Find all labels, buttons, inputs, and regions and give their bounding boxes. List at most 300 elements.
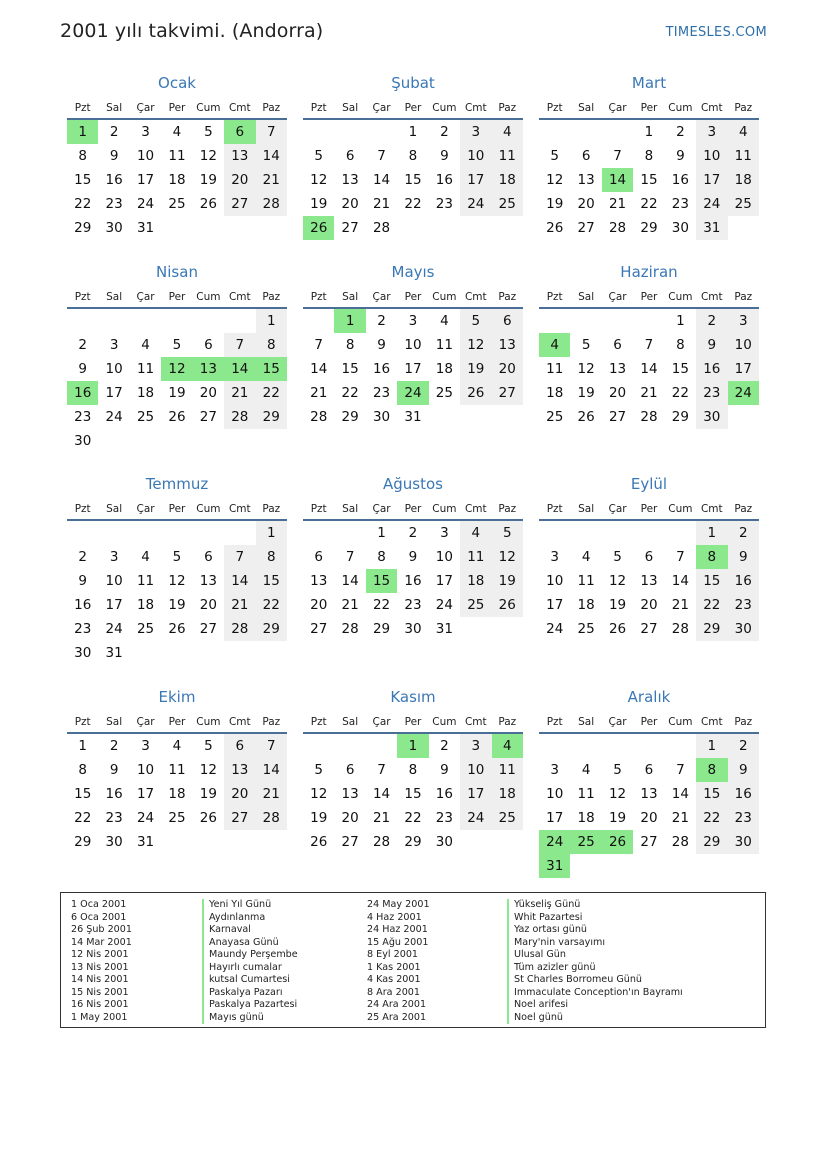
legend-date: 1 May 2001	[71, 1011, 128, 1023]
day-cell: 9	[377, 337, 386, 353]
day-cell: 5	[314, 762, 323, 778]
day-cell: 27	[310, 621, 328, 637]
day-cell: 9	[676, 148, 685, 164]
weekday-label: Paz	[262, 102, 281, 114]
day-cell: 21	[224, 381, 255, 405]
weekday-label: Paz	[734, 503, 753, 515]
empty-cell	[161, 521, 192, 545]
holiday-day-cell: 1	[67, 120, 98, 144]
day-cell: 9	[78, 573, 87, 589]
month-name: Haziran	[620, 263, 678, 281]
day-cell: 23	[404, 597, 422, 613]
legend-holiday-name: kutsal Cumartesi	[209, 974, 290, 985]
day-cell: 12	[546, 172, 564, 188]
legend-date: 13 Nis 2001	[71, 961, 129, 973]
day-cell: 14	[224, 569, 255, 593]
day-cell: 21	[256, 168, 287, 192]
day-cell: 8	[78, 148, 87, 164]
holiday-day-cell: 12	[161, 357, 192, 381]
day-cell: 31	[105, 645, 123, 661]
day-cell: 8	[256, 333, 287, 357]
day-cell: 10	[136, 762, 155, 778]
holiday-day-cell: 8	[696, 758, 727, 782]
day-cell: 6	[644, 762, 654, 778]
day-cell: 3	[109, 337, 119, 353]
weekday-label: Paz	[734, 102, 753, 114]
legend-names-left	[209, 899, 298, 1024]
day-cell: 6	[644, 549, 654, 565]
day-cell: 10	[460, 758, 491, 782]
day-cell: 17	[136, 786, 155, 802]
empty-cell	[334, 521, 365, 545]
empty-cell	[539, 521, 570, 545]
day-cell: 22	[372, 597, 391, 613]
day-cell: 10	[105, 361, 123, 377]
weekday-label: Per	[168, 503, 186, 515]
day-cell: 22	[74, 810, 92, 826]
day-cell: 10	[136, 148, 155, 164]
weekday-label: Per	[640, 716, 658, 728]
day-cell: 1	[256, 521, 287, 545]
weekday-label: Çar	[372, 291, 391, 303]
day-cell: 16	[671, 172, 689, 188]
weekday-label: Sal	[342, 503, 359, 515]
day-cell: 2	[676, 124, 685, 140]
day-cell: 22	[696, 593, 727, 617]
day-cell: 28	[310, 409, 328, 425]
day-cell: 25	[577, 621, 595, 637]
month-6	[539, 261, 759, 429]
day-cell: 7	[676, 762, 685, 778]
day-cell: 26	[168, 621, 186, 637]
weekday-label: Cum	[196, 716, 221, 728]
day-cell: 13	[310, 573, 328, 589]
weekday-label: Pzt	[310, 291, 327, 303]
day-cell: 25	[546, 409, 564, 425]
weekday-label: Çar	[136, 291, 155, 303]
month-7	[67, 473, 287, 665]
day-cell: 18	[492, 782, 523, 806]
day-cell: 26	[492, 593, 523, 617]
day-cell: 17	[460, 782, 491, 806]
day-cell: 2	[109, 124, 119, 140]
day-cell: 20	[341, 196, 359, 212]
day-cell: 31	[136, 834, 155, 850]
weekday-label: Cmt	[228, 503, 251, 515]
day-cell: 14	[640, 361, 658, 377]
day-cell: 23	[74, 409, 92, 425]
day-cell: 23	[435, 810, 453, 826]
empty-cell	[570, 521, 601, 545]
weekday-label: Paz	[498, 291, 517, 303]
day-cell: 26	[199, 810, 217, 826]
day-cell: 28	[671, 834, 689, 850]
month-name: Mayıs	[391, 263, 435, 281]
weekday-label: Sal	[106, 716, 123, 728]
day-cell: 11	[492, 758, 523, 782]
day-cell: 23	[696, 381, 727, 405]
day-cell: 2	[408, 525, 418, 541]
weekday-label: Per	[640, 291, 658, 303]
day-cell: 22	[640, 196, 658, 212]
day-cell: 10	[105, 573, 123, 589]
holiday-day-cell: 4	[492, 734, 523, 758]
day-grid	[539, 309, 759, 429]
empty-cell	[570, 309, 601, 333]
day-cell: 7	[224, 545, 255, 569]
day-cell: 9	[109, 148, 119, 164]
day-cell: 26	[168, 409, 186, 425]
day-cell: 20	[640, 810, 658, 826]
weekday-label: Per	[168, 291, 186, 303]
day-cell: 30	[696, 405, 727, 429]
empty-cell	[98, 309, 129, 333]
day-cell: 21	[671, 810, 689, 826]
day-cell: 28	[608, 220, 627, 236]
day-cell: 20	[608, 385, 627, 401]
day-cell: 26	[608, 621, 627, 637]
day-grid	[67, 309, 287, 453]
day-cell: 2	[696, 309, 727, 333]
holiday-day-cell: 26	[602, 830, 633, 854]
day-cell: 20	[310, 597, 328, 613]
day-cell: 27	[640, 621, 658, 637]
weekday-header	[67, 499, 287, 521]
day-cell: 31	[435, 621, 453, 637]
weekday-label: Pzt	[74, 291, 91, 303]
day-cell: 13	[640, 786, 658, 802]
day-cell: 5	[613, 549, 622, 565]
day-cell: 29	[341, 409, 359, 425]
day-cell: 11	[168, 762, 186, 778]
day-cell: 14	[256, 144, 287, 168]
day-cell: 5	[172, 337, 182, 353]
day-cell: 18	[492, 168, 523, 192]
day-cell: 28	[341, 621, 359, 637]
day-cell: 17	[105, 597, 123, 613]
day-cell: 28	[256, 192, 287, 216]
day-cell: 11	[136, 573, 155, 589]
holiday-day-cell: 24	[728, 381, 759, 405]
day-cell: 19	[168, 597, 186, 613]
day-cell: 24	[105, 621, 123, 637]
day-cell: 3	[141, 738, 150, 754]
day-cell: 2	[440, 124, 449, 140]
holiday-day-cell: 1	[397, 734, 428, 758]
day-cell: 10	[696, 144, 727, 168]
day-cell: 3	[141, 124, 150, 140]
day-cell: 2	[728, 734, 759, 758]
day-cell: 4	[172, 124, 182, 140]
empty-cell	[633, 309, 664, 333]
day-cell: 16	[435, 786, 453, 802]
day-cell: 1	[377, 525, 386, 541]
legend-date: 12 Nis 2001	[71, 949, 129, 960]
weekday-label: Sal	[578, 503, 595, 515]
weekday-label: Cum	[196, 102, 221, 114]
weekday-label: Cum	[196, 503, 221, 515]
day-cell: 2	[377, 313, 386, 329]
day-cell: 27	[341, 220, 359, 236]
day-cell: 17	[546, 597, 564, 613]
day-cell: 29	[696, 617, 727, 641]
empty-cell	[67, 309, 98, 333]
day-cell: 15	[404, 172, 422, 188]
day-cell: 28	[671, 621, 689, 637]
day-cell: 18	[136, 597, 155, 613]
day-cell: 5	[550, 148, 559, 164]
day-cell: 4	[581, 762, 591, 778]
day-cell: 23	[372, 385, 391, 401]
weekday-label: Cum	[432, 291, 457, 303]
day-cell: 18	[435, 361, 453, 377]
day-cell: 6	[613, 337, 622, 353]
day-cell: 26	[460, 381, 491, 405]
weekday-label: Pzt	[74, 503, 91, 515]
holiday-legend	[60, 892, 766, 1028]
day-cell: 17	[105, 385, 123, 401]
day-cell: 26	[546, 220, 564, 236]
day-cell: 21	[310, 385, 328, 401]
holiday-day-cell: 16	[67, 381, 98, 405]
day-cell: 3	[728, 309, 759, 333]
day-cell: 1	[408, 124, 418, 140]
day-cell: 7	[256, 734, 287, 758]
day-cell: 8	[408, 148, 418, 164]
day-cell: 20	[199, 597, 217, 613]
holiday-day-cell: 15	[366, 569, 397, 593]
day-cell: 29	[404, 834, 422, 850]
day-grid	[303, 734, 523, 854]
weekday-header	[67, 712, 287, 734]
day-cell: 16	[74, 597, 92, 613]
day-cell: 29	[671, 409, 689, 425]
day-cell: 25	[136, 621, 155, 637]
day-cell: 31	[136, 220, 155, 236]
month-name: Mart	[631, 74, 667, 92]
day-cell: 27	[608, 409, 627, 425]
day-cell: 25	[728, 192, 759, 216]
legend-divider	[507, 899, 509, 1024]
holiday-day-cell: 4	[539, 333, 570, 357]
day-cell: 22	[404, 196, 422, 212]
day-grid	[67, 120, 287, 240]
day-cell: 19	[168, 385, 186, 401]
day-cell: 13	[640, 573, 658, 589]
day-cell: 25	[168, 196, 186, 212]
day-cell: 2	[440, 738, 449, 754]
day-cell: 21	[640, 385, 658, 401]
weekday-header	[303, 98, 523, 120]
day-grid	[67, 521, 287, 665]
day-cell: 5	[172, 549, 182, 565]
day-cell: 11	[577, 786, 595, 802]
day-cell: 20	[224, 782, 255, 806]
day-cell: 18	[460, 569, 491, 593]
weekday-label: Sal	[342, 291, 359, 303]
day-cell: 8	[345, 337, 355, 353]
day-cell: 2	[78, 337, 87, 353]
legend-holiday-name: Noel arifesi	[514, 999, 569, 1010]
day-cell: 7	[377, 762, 386, 778]
month-name: Kasım	[390, 688, 436, 706]
day-cell: 22	[256, 381, 287, 405]
day-cell: 29	[256, 405, 287, 429]
legend-date: 8 Ara 2001	[367, 986, 421, 998]
legend-holiday-name: St Charles Borromeu Günü	[514, 974, 643, 985]
day-cell: 12	[608, 786, 627, 802]
weekday-label: Paz	[498, 102, 517, 114]
weekday-header	[303, 287, 523, 309]
weekday-header	[67, 287, 287, 309]
empty-cell	[602, 309, 633, 333]
day-cell: 19	[199, 172, 217, 188]
legend-date: 1 Kas 2001	[367, 961, 421, 973]
empty-cell	[193, 309, 224, 333]
day-cell: 22	[341, 385, 359, 401]
day-cell: 27	[640, 834, 658, 850]
day-cell: 9	[728, 758, 759, 782]
day-cell: 15	[74, 172, 92, 188]
weekday-label: Cmt	[228, 716, 251, 728]
legend-holiday-name: Paskalya Pazartesi	[209, 999, 298, 1010]
day-cell: 29	[696, 830, 727, 854]
day-cell: 27	[341, 834, 359, 850]
day-cell: 18	[577, 597, 595, 613]
day-cell: 4	[728, 120, 759, 144]
day-cell: 19	[492, 569, 523, 593]
day-cell: 13	[608, 361, 627, 377]
day-cell: 26	[310, 834, 328, 850]
day-cell: 21	[372, 196, 391, 212]
day-grid	[303, 120, 523, 240]
empty-cell	[161, 309, 192, 333]
legend-holiday-name: Yükseliş Günü	[514, 899, 581, 910]
day-cell: 21	[372, 810, 391, 826]
empty-cell	[334, 734, 365, 758]
holiday-day-cell: 15	[256, 357, 287, 381]
day-cell: 12	[608, 573, 627, 589]
day-cell: 23	[74, 621, 92, 637]
empty-cell	[602, 120, 633, 144]
weekday-label: Çar	[136, 102, 155, 114]
day-cell: 3	[550, 549, 559, 565]
weekday-label: Sal	[578, 716, 595, 728]
day-cell: 27	[199, 409, 217, 425]
day-cell: 11	[577, 573, 595, 589]
day-cell: 28	[640, 409, 658, 425]
weekday-label: Cum	[432, 503, 457, 515]
day-cell: 12	[168, 573, 186, 589]
day-cell: 20	[577, 196, 595, 212]
day-cell: 20	[224, 168, 255, 192]
weekday-label: Paz	[262, 716, 281, 728]
day-cell: 29	[256, 617, 287, 641]
weekday-header	[539, 98, 759, 120]
day-cell: 3	[550, 762, 559, 778]
weekday-label: Cum	[668, 503, 693, 515]
month-2	[303, 72, 523, 240]
day-cell: 12	[199, 148, 217, 164]
day-cell: 28	[224, 617, 255, 641]
day-cell: 30	[372, 409, 391, 425]
day-grid	[67, 734, 287, 854]
day-cell: 6	[492, 309, 523, 333]
day-cell: 20	[640, 597, 658, 613]
empty-cell	[602, 734, 633, 758]
month-name: Ağustos	[383, 475, 443, 493]
weekday-header	[539, 712, 759, 734]
day-cell: 9	[78, 361, 87, 377]
month-name: Nisan	[156, 263, 198, 281]
day-cell: 5	[613, 762, 622, 778]
day-cell: 13	[341, 786, 359, 802]
day-cell: 18	[168, 786, 186, 802]
legend-date: 8 Eyl 2001	[367, 949, 419, 960]
day-cell: 9	[109, 762, 119, 778]
day-cell: 14	[671, 786, 689, 802]
legend-holiday-name: Paskalya Pazarı	[209, 986, 283, 998]
empty-cell	[303, 734, 334, 758]
legend-holiday-name: Karnaval	[209, 924, 251, 935]
day-cell: 10	[546, 786, 564, 802]
month-1	[67, 72, 287, 240]
weekday-label: Cum	[668, 291, 693, 303]
month-9	[539, 473, 759, 641]
holiday-day-cell: 24	[397, 381, 428, 405]
day-cell: 5	[492, 521, 523, 545]
day-cell: 13	[224, 144, 255, 168]
day-cell: 29	[74, 220, 92, 236]
holiday-day-cell: 25	[570, 830, 601, 854]
day-cell: 20	[492, 357, 523, 381]
weekday-label: Çar	[608, 503, 627, 515]
day-cell: 24	[136, 196, 155, 212]
day-cell: 15	[256, 569, 287, 593]
day-cell: 19	[310, 196, 328, 212]
month-4	[67, 261, 287, 453]
day-cell: 30	[105, 834, 123, 850]
empty-cell	[67, 521, 98, 545]
empty-cell	[665, 734, 696, 758]
day-cell: 23	[671, 196, 689, 212]
day-cell: 28	[372, 834, 391, 850]
weekday-label: Cmt	[228, 102, 251, 114]
day-cell: 9	[696, 333, 727, 357]
month-name: Temmuz	[145, 475, 209, 493]
day-cell: 3	[696, 120, 727, 144]
weekday-header	[539, 287, 759, 309]
day-cell: 24	[696, 192, 727, 216]
day-grid	[303, 309, 523, 429]
weekday-label: Cmt	[700, 102, 723, 114]
brand-logo-text[interactable]: TIMESLES.COM	[665, 25, 767, 40]
day-cell: 5	[314, 148, 323, 164]
legend-holiday-name: Tüm azizler günü	[514, 961, 596, 973]
day-cell: 7	[256, 120, 287, 144]
day-cell: 13	[224, 758, 255, 782]
empty-cell	[334, 120, 365, 144]
weekday-label: Sal	[578, 291, 595, 303]
day-cell: 8	[256, 545, 287, 569]
day-cell: 15	[696, 569, 727, 593]
weekday-label: Paz	[262, 503, 281, 515]
weekday-label: Pzt	[310, 503, 327, 515]
empty-cell	[130, 521, 161, 545]
legend-holiday-name: Yaz ortası günü	[514, 924, 588, 935]
day-cell: 14	[671, 573, 689, 589]
legend-dates-right	[367, 899, 430, 1024]
